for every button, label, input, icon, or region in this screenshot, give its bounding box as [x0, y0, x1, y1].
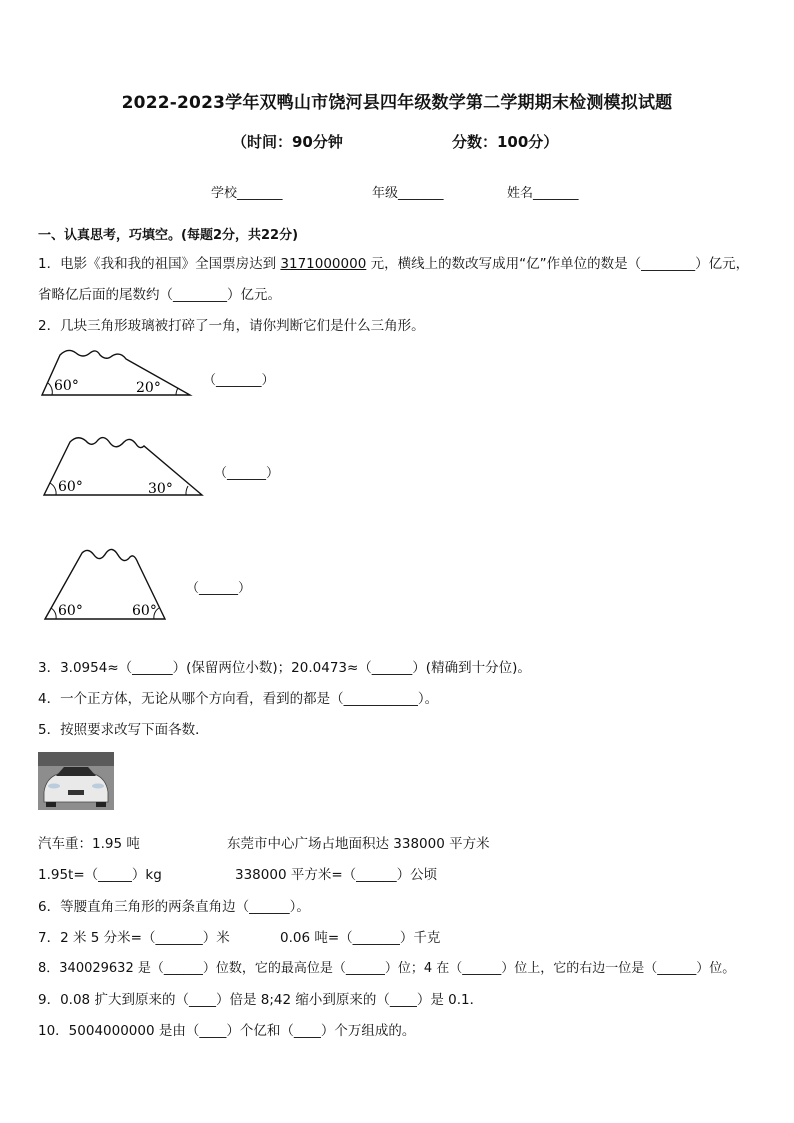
- triangle-3-answer-blank: （______）: [186, 581, 252, 596]
- car-photo: [38, 752, 114, 810]
- section1-heading: 一、认真思考，巧填空。(每题2分，共22分): [38, 228, 299, 243]
- question-9: 9．0.08 扩大到原来的（____）倍是 8;42 缩小到原来的（____）是 0.1．: [38, 992, 484, 1008]
- question-1-line-1: [38, 252, 749, 272]
- broken-triangle-3-figure: [40, 545, 170, 625]
- time-label: （时间：90分钟: [232, 133, 343, 151]
- car-weight-text: 汽车重：1.95 吨: [38, 836, 140, 852]
- triangle-1-left-angle: 60°: [54, 378, 79, 394]
- conversion-2: 338000 平方米=（______）公顷: [235, 867, 438, 883]
- question-1-prefix: 1．电影《我和我的祖国》全国票房达到: [38, 256, 281, 272]
- conversion-1: 1.95t=（_____）kg: [38, 867, 162, 883]
- question-5-text: 5．按照要求改写下面各数．: [38, 722, 209, 738]
- grade-field: 年级_______: [372, 186, 444, 201]
- question-7-a: 7．2 米 5 分米=（_______）米: [38, 930, 230, 946]
- question-8: 8．340029632 是（______）位数，它的最高位是（______）位；4 在（______）位上，它的右边一位是（______）位。: [38, 961, 736, 976]
- question-2-text: 2．几块三角形玻璃被打碎了一角，请你判断它们是什么三角形。: [38, 318, 425, 334]
- triangle-1-right-angle: 20°: [136, 380, 161, 396]
- triangle-3-left-angle: 60°: [58, 603, 83, 619]
- school-field: 学校_______: [211, 186, 283, 201]
- question-1-suffix: 元，横线上的数改写成用“亿”作单位的数是（________）亿元，: [366, 256, 750, 272]
- broken-triangle-2-figure: [40, 432, 210, 502]
- question-4: 4．一个正方体，无论从哪个方向看，看到的都是（___________）。: [38, 691, 439, 707]
- triangle-2-answer-blank: （______）: [214, 466, 280, 481]
- question-1-line-2: 省略亿后面的尾数约（________）亿元。: [38, 287, 281, 303]
- question-1-number: 3171000000: [280, 256, 367, 272]
- question-7-b: 0.06 吨=（_______）千克: [280, 930, 441, 946]
- name-field: 姓名_______: [507, 186, 579, 201]
- triangle-2-left-angle: 60°: [58, 479, 83, 495]
- question-3: 3．3.0954≈（______）(保留两位小数)；20.0473≈（______）(精确到十分位)。: [38, 660, 531, 676]
- question-10: 10．5004000000 是由（____）个亿和（____）个万组成的。: [38, 1023, 416, 1039]
- triangle-2-right-angle: 30°: [148, 481, 173, 497]
- broken-triangle-1-figure: [38, 345, 198, 400]
- triangle-1-answer-blank: （_______）: [203, 373, 275, 388]
- question-6: 6．等腰直角三角形的两条直角边（______）。: [38, 899, 310, 915]
- triangle-3-right-angle: 60°: [132, 603, 157, 619]
- score-label: 分数：100分）: [452, 133, 559, 151]
- plaza-area-text: 东莞市中心广场占地面积达 338000 平方米: [227, 836, 490, 852]
- page-title: 2022-2023学年双鸭山市饶河县四年级数学第二学期期末检测模拟试题: [121, 93, 673, 113]
